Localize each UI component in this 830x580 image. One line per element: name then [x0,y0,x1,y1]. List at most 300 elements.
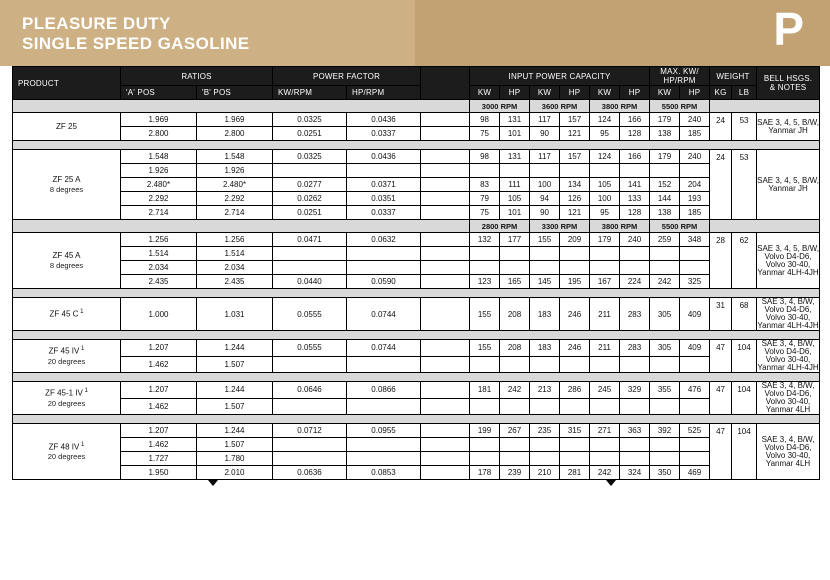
gap-cell [421,452,470,466]
product-footnote-marker: 1 [78,309,84,316]
weight-kg: 47 [710,382,732,415]
input-hp-2: 121 [560,127,590,141]
rpm-band-label: 3300 RPM [530,220,590,233]
ratio-a-pos: 1.256 [121,233,197,247]
ratio-b-pos: 2.292 [197,192,273,206]
gap-cell [421,424,470,438]
max-hp [680,398,710,415]
ratio-b-pos: 1.256 [197,233,273,247]
ratio-b-pos: 1.969 [197,113,273,127]
gap-cell [421,261,470,275]
power-factor-hp-rpm: 0.0632 [347,233,421,247]
power-factor-kw-rpm: 0.0251 [273,206,347,220]
input-hp-1 [500,247,530,261]
input-hp-3 [620,356,650,373]
input-hp-3: 141 [620,178,650,192]
power-factor-hp-rpm [347,164,421,178]
input-kw-1 [470,164,500,178]
footer-arrow-row [12,480,818,490]
specifications-table [12,66,820,480]
input-kw-3 [590,261,620,275]
power-factor-hp-rpm [347,261,421,275]
input-kw-3: 105 [590,178,620,192]
weight-kg: 47 [710,340,732,373]
power-factor-kw-rpm [273,398,347,415]
input-kw-1 [470,438,500,452]
input-kw-3: 271 [590,424,620,438]
product-angle-label: 8 degrees [49,185,84,194]
ratio-b-pos: 2.480* [197,178,273,192]
input-kw-2: 117 [530,150,560,164]
power-factor-hp-rpm [347,356,421,373]
input-kw-1 [470,356,500,373]
power-factor-kw-rpm: 0.0555 [273,298,347,331]
input-hp-1: 267 [500,424,530,438]
product-name-cell: ZF 45 C $^1$ [13,298,121,331]
max-kw: 242 [650,275,680,289]
ratio-b-pos: 1.507 [197,398,273,415]
input-kw-3: 211 [590,298,620,331]
bell-housing-line: Volvo 30-40, [765,397,811,406]
bell-housing-line: SAE 3, 4, 5, B/W, [757,175,819,185]
product-name-cell: ZF 45 A 8 degrees [13,233,121,289]
bell-housings-notes [757,113,820,141]
input-kw-1 [470,452,500,466]
input-hp-3: 128 [620,206,650,220]
input-kw-1: 75 [470,206,500,220]
input-kw-1 [470,398,500,415]
input-hp-3: 329 [620,382,650,399]
page-header-banner [0,0,830,66]
weight-kg: 47 [710,424,732,480]
weight-lb: 104 [732,424,757,480]
col-max-kw: KW [650,86,680,100]
ratio-b-pos: 1.244 [197,340,273,357]
ratio-b-pos: 2.010 [197,466,273,480]
bell-housings-notes [757,340,820,373]
input-kw-2: 90 [530,127,560,141]
table-row [13,298,820,331]
max-hp: 204 [680,178,710,192]
input-kw-3 [590,438,620,452]
max-hp [680,438,710,452]
input-hp-3: 363 [620,424,650,438]
col-hp-1: HP [500,86,530,100]
table-row [13,398,820,415]
input-hp-2: 246 [560,298,590,331]
input-hp-3: 283 [620,340,650,357]
input-kw-2: 210 [530,466,560,480]
page-title-line1: PLEASURE DUTY [22,14,171,33]
table-header [13,67,820,100]
table-row [13,356,820,373]
group-spacer-row [13,331,820,340]
power-factor-kw-rpm: 0.0636 [273,466,347,480]
input-hp-3 [620,247,650,261]
product-angle-label: 20 degrees [47,398,86,408]
bell-housing-line: Yanmar 4LH [765,458,811,468]
gap-cell [421,356,470,373]
max-kw: 179 [650,150,680,164]
weight-lb: 53 [732,113,757,141]
product-name-cell: ZF 48 IV $^1$ 20 degrees [13,424,121,480]
input-hp-1: 165 [500,275,530,289]
col-kw-2: KW [530,86,560,100]
bell-housing-line: Volvo D4-D6, [764,389,812,398]
ratio-b-pos: 1.031 [197,298,273,331]
ratio-b-pos: 1.507 [197,438,273,452]
bell-housing-line: SAE 3, 4, 5, B/W, [757,243,819,253]
product-name-cell: ZF 25 A 8 degrees [13,150,121,220]
rpm-band-label: 5500 RPM [650,100,710,113]
input-hp-1 [500,261,530,275]
input-hp-1: 101 [500,127,530,141]
max-hp: 348 [680,233,710,247]
col-gap-spacer [421,67,470,100]
max-hp [680,452,710,466]
weight-lb: 62 [732,233,757,289]
power-factor-hp-rpm: 0.0590 [347,275,421,289]
power-factor-hp-rpm: 0.0744 [347,298,421,331]
ratio-b-pos: 2.800 [197,127,273,141]
col-ratios: RATIOS [121,67,273,86]
col-bell-housings [757,67,820,100]
input-hp-3: 324 [620,466,650,480]
input-hp-2 [560,356,590,373]
max-hp: 409 [680,298,710,331]
rpm-band-label: 3800 RPM [590,100,650,113]
gap-cell [421,247,470,261]
rpm-band-spacer [13,220,470,233]
max-hp [680,164,710,178]
bell-housing-line: Volvo 30-40, [765,355,811,364]
input-hp-2 [560,247,590,261]
input-kw-3: 245 [590,382,620,399]
max-kw [650,452,680,466]
input-kw-2 [530,356,560,373]
input-hp-2: 195 [560,275,590,289]
input-hp-3: 283 [620,298,650,331]
max-hp [680,261,710,275]
input-hp-3 [620,452,650,466]
banner-right-panel [415,0,830,66]
ratio-b-pos: 1.926 [197,164,273,178]
input-kw-3: 124 [590,113,620,127]
input-kw-2: 155 [530,233,560,247]
bell-housing-line: Yanmar 4LH-4JH [757,363,819,372]
col-kw-3: KW [590,86,620,100]
col-bell-line2: & NOTES [769,83,807,92]
product-footnote-marker: 1 [79,346,85,353]
table-row [13,424,820,438]
max-kw [650,438,680,452]
rpm-band-spacer [13,100,470,113]
input-hp-1: 111 [500,178,530,192]
input-hp-2 [560,438,590,452]
max-hp: 185 [680,127,710,141]
bell-housing-line: Volvo D4-D6, [764,251,812,261]
ratio-b-pos: 1.548 [197,150,273,164]
input-hp-2: 134 [560,178,590,192]
input-hp-3: 133 [620,192,650,206]
bell-housing-line: Volvo D4-D6, [764,442,812,452]
table-row [13,178,820,192]
gap-cell [421,150,470,164]
input-hp-1 [500,398,530,415]
ratio-a-pos: 1.462 [121,356,197,373]
product-angle-label: 8 degrees [49,261,84,270]
input-kw-2 [530,247,560,261]
power-factor-kw-rpm: 0.0646 [273,382,347,399]
input-hp-3 [620,261,650,275]
max-hp: 469 [680,466,710,480]
power-factor-kw-rpm [273,452,347,466]
power-factor-kw-rpm: 0.0555 [273,340,347,357]
col-hp-2: HP [560,86,590,100]
bell-housing-line: Volvo D4-D6, [764,305,812,314]
power-factor-hp-rpm: 0.0371 [347,178,421,192]
max-hp: 240 [680,113,710,127]
rpm-band-row [13,100,820,113]
table-row [13,382,820,399]
input-kw-3: 124 [590,150,620,164]
col-b-pos: 'B' POS [197,86,273,100]
col-a-pos: 'A' POS [121,86,197,100]
bell-housing-line: Volvo 30-40, [765,450,811,460]
rpm-band-label: 3600 RPM [530,100,590,113]
product-name-cell: ZF 25 [13,113,121,141]
input-kw-3: 179 [590,233,620,247]
power-factor-hp-rpm: 0.0436 [347,150,421,164]
page-title [22,14,250,54]
ratio-a-pos: 1.462 [121,438,197,452]
ratio-a-pos: 1.514 [121,247,197,261]
max-kw [650,261,680,275]
rpm-band-row [13,220,820,233]
rpm-band-label: 3000 RPM [470,100,530,113]
input-hp-1: 131 [500,113,530,127]
col-bell-line1: BELL HSGS. [763,74,813,83]
input-kw-1: 79 [470,192,500,206]
bell-housing-line: SAE 3, 4, B/W, [761,297,815,306]
weight-kg: 24 [710,113,732,141]
input-kw-3: 100 [590,192,620,206]
ratio-b-pos: 1.780 [197,452,273,466]
input-kw-2 [530,452,560,466]
input-hp-2 [560,398,590,415]
table-row [13,127,820,141]
input-hp-2 [560,261,590,275]
ratio-b-pos: 2.714 [197,206,273,220]
product-footnote-marker: 1 [82,388,88,395]
input-kw-1 [470,261,500,275]
weight-lb: 53 [732,150,757,220]
input-hp-3 [620,438,650,452]
input-hp-1: 101 [500,206,530,220]
power-factor-hp-rpm: 0.0853 [347,466,421,480]
col-weight: WEIGHT [710,67,757,86]
table-row [13,192,820,206]
ratio-b-pos: 1.244 [197,424,273,438]
col-hp-3: HP [620,86,650,100]
gap-cell [421,192,470,206]
input-hp-2: 121 [560,206,590,220]
power-factor-kw-rpm [273,356,347,373]
table-row [13,466,820,480]
ratio-a-pos: 1.548 [121,150,197,164]
col-max-kw-hp-rpm [650,67,710,86]
input-kw-2 [530,164,560,178]
input-kw-3 [590,398,620,415]
rpm-band-trailing [710,220,820,233]
ratio-a-pos: 1.462 [121,398,197,415]
bell-housings-notes [757,382,820,415]
ratio-a-pos: 1.207 [121,340,197,357]
max-kw: 305 [650,340,680,357]
rpm-band-label: 5500 RPM [650,220,710,233]
input-hp-1: 177 [500,233,530,247]
ratio-a-pos: 2.292 [121,192,197,206]
input-kw-2: 183 [530,298,560,331]
group-spacer-cell [13,289,820,298]
power-factor-kw-rpm [273,438,347,452]
bell-housing-line: Volvo 30-40, [765,259,811,269]
max-kw: 138 [650,127,680,141]
power-factor-hp-rpm: 0.0955 [347,424,421,438]
col-kg: KG [710,86,732,100]
gap-cell [421,127,470,141]
input-hp-2: 126 [560,192,590,206]
bell-housing-line: Yanmar 4LH-4JH [757,321,819,330]
input-hp-2: 286 [560,382,590,399]
table-row [13,233,820,247]
arrow-down-icon-left [208,480,218,486]
group-spacer-row [13,141,820,150]
bell-housing-line: SAE 3, 4, 5, B/W, [757,117,819,127]
ratio-b-pos: 1.244 [197,382,273,399]
input-kw-2: 235 [530,424,560,438]
rpm-band-label: 3800 RPM [590,220,650,233]
bell-housing-line: Volvo 30-40, [765,313,811,322]
ratio-a-pos: 2.435 [121,275,197,289]
input-hp-1 [500,438,530,452]
input-kw-3: 167 [590,275,620,289]
max-hp: 409 [680,340,710,357]
bell-housings-notes [757,150,820,220]
input-hp-2: 209 [560,233,590,247]
col-product: PRODUCT [13,67,121,100]
col-input-power-capacity: INPUT POWER CAPACITY [470,67,650,86]
input-kw-2 [530,398,560,415]
input-hp-1: 239 [500,466,530,480]
power-factor-hp-rpm: 0.0351 [347,192,421,206]
input-kw-2: 100 [530,178,560,192]
col-max-hp: HP [680,86,710,100]
max-hp: 325 [680,275,710,289]
power-factor-kw-rpm: 0.0251 [273,127,347,141]
ratio-a-pos: 1.727 [121,452,197,466]
input-kw-1: 132 [470,233,500,247]
bell-housing-line: Volvo D4-D6, [764,347,812,356]
page-title-line2: SINGLE SPEED GASOLINE [22,34,250,53]
ratio-a-pos: 1.950 [121,466,197,480]
table-row [13,452,820,466]
input-kw-1: 98 [470,150,500,164]
product-name-cell: ZF 45 IV $^1$ 20 degrees [13,340,121,373]
bell-housing-line: Yanmar JH [768,183,808,193]
input-kw-1: 181 [470,382,500,399]
table-row [13,247,820,261]
input-kw-3 [590,356,620,373]
table-header-row-1 [13,67,820,86]
ratio-a-pos: 1.926 [121,164,197,178]
ratio-a-pos: 2.800 [121,127,197,141]
max-hp [680,356,710,373]
max-kw: 259 [650,233,680,247]
weight-lb: 104 [732,382,757,415]
input-hp-3: 240 [620,233,650,247]
power-factor-hp-rpm [347,398,421,415]
product-name-cell: ZF 45-1 IV $^1$ 20 degrees [13,382,121,415]
input-kw-1: 75 [470,127,500,141]
bell-housings-notes [757,424,820,480]
group-spacer-row [13,373,820,382]
power-factor-hp-rpm [347,247,421,261]
power-factor-kw-rpm: 0.0471 [273,233,347,247]
input-kw-2: 90 [530,206,560,220]
input-kw-2 [530,261,560,275]
gap-cell [421,113,470,127]
input-kw-1: 155 [470,340,500,357]
weight-lb: 104 [732,340,757,373]
power-factor-kw-rpm: 0.0712 [273,424,347,438]
power-factor-hp-rpm: 0.0866 [347,382,421,399]
power-factor-hp-rpm [347,452,421,466]
input-kw-3 [590,247,620,261]
bell-housing-line: Yanmar 4LH [765,405,811,414]
power-factor-kw-rpm [273,164,347,178]
gap-cell [421,178,470,192]
table-body [13,100,820,480]
max-kw [650,247,680,261]
input-hp-2: 315 [560,424,590,438]
table-row [13,438,820,452]
input-kw-3: 95 [590,206,620,220]
bell-housings-notes [757,233,820,289]
group-spacer-cell [13,331,820,340]
gap-cell [421,382,470,399]
input-hp-3 [620,398,650,415]
ratio-b-pos: 1.514 [197,247,273,261]
ratio-a-pos: 1.207 [121,382,197,399]
product-footnote-marker: 1 [79,441,85,448]
max-kw: 179 [650,113,680,127]
bell-housing-line: Yanmar JH [768,125,808,135]
power-factor-kw-rpm [273,247,347,261]
group-spacer-cell [13,373,820,382]
section-letter: P [773,3,804,55]
max-kw: 152 [650,178,680,192]
input-hp-3: 128 [620,127,650,141]
ratio-b-pos: 2.034 [197,261,273,275]
rpm-band-trailing [710,100,820,113]
input-hp-1: 208 [500,298,530,331]
max-hp: 525 [680,424,710,438]
input-kw-1: 155 [470,298,500,331]
table-row [13,113,820,127]
gap-cell [421,233,470,247]
input-kw-3: 95 [590,127,620,141]
